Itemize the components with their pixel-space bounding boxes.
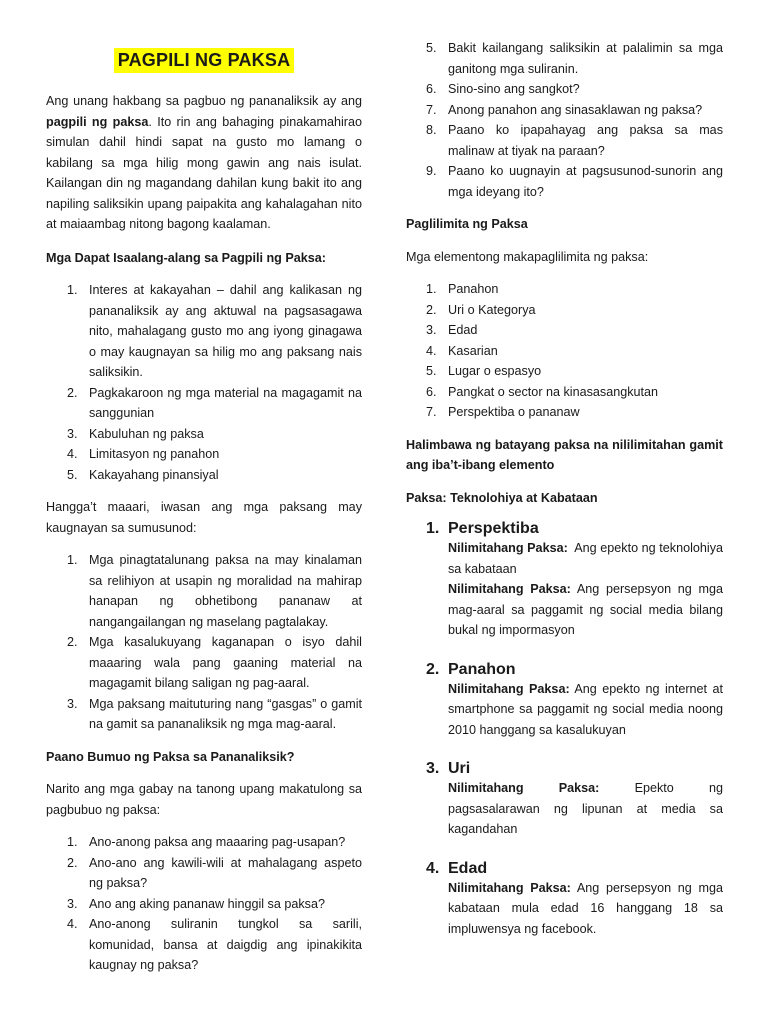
list-item: 4. Limitasyon ng panahon bbox=[67, 447, 220, 461]
example-item-perspektiba: 1. Perspektiba Nilimitahang Paksa: Ang epekto ng teknolohiya sa kabataan Nilimitahang Paksa: Ang persepsyon ng mga mag-aaral sa paggamit ng social media bilang bukal ng impormasyon bbox=[406, 520, 723, 641]
example-title: Perspektiba bbox=[448, 520, 539, 537]
list-item: 2. Ano-ano ang kawili-wili at mahalagang aspeto ng paksa? bbox=[67, 855, 362, 890]
list-item: 5. Bakit kailangang saliksikin at palalimin sa mga ganitong mga suliranin. bbox=[426, 41, 723, 76]
example-entry: Nilimitahang Paksa: Ang persepsyon ng mga mag-aaral sa paggamit ng social media bilang bukal ng impormasyon bbox=[448, 582, 723, 637]
list-item: 2. Uri o Kategorya bbox=[426, 302, 536, 317]
example-entry: Nilimitahang Paksa: Ang persepsyon ng mga kabataan mula edad 16 hanggang 18 sa impluwensya ng facebook. bbox=[448, 880, 723, 936]
example-entry: Nilimitahang Paksa: Ang epekto ng teknolohiya sa kabataan bbox=[448, 541, 723, 576]
list-item: 1. Panahon bbox=[426, 282, 499, 296]
list-item: 8. Paano ko ipapahayag ang paksa sa mas malinaw at tiyak na paraan? bbox=[426, 123, 723, 158]
list-item: 6. Sino-sino ang sangkot? bbox=[426, 82, 580, 96]
list-item: 4. Ano-anong suliranin tungkol sa sarili, komunidad, bansa at daigdig ang ipinakikita kaugnay ng paksa? bbox=[67, 917, 362, 972]
list-item: 2. Pagkakaroon ng mga material na magagamit na sanggunian bbox=[67, 385, 362, 420]
example-item-uri: 3. Uri Nilimitahang Paksa: Epekto ng pagsasalarawan ng lipunan at media sa kagandahan bbox=[406, 760, 723, 840]
topic-heading: Paksa: Teknolohiya at Kabataan bbox=[406, 490, 598, 505]
intro-pre: Ang unang hakbang sa pagbuo ng pananaliksik ay ang bbox=[46, 94, 362, 108]
considerations-list bbox=[46, 280, 362, 485]
list-item: 4. Kasarian bbox=[426, 343, 498, 358]
list-item: 3. Ano ang aking pananaw hinggil sa paksa? bbox=[67, 896, 325, 911]
list-item: 1. Interes at kakayahan – dahil ang kalikasan ng pananaliksik ay ang aktuwal na pagsasagawa nito, mahalagang gusto mo ang iyong ginagawa o may kaugnayan sa hilig mo ang paksang nais saliksikin. bbox=[67, 283, 362, 379]
elements-intro: Mga elementong makapaglilimita ng paksa: bbox=[406, 249, 649, 264]
example-title: Edad bbox=[448, 859, 488, 877]
left-column bbox=[46, 0, 362, 976]
list-item: 9. Paano ko uugnayin at pagsusunod-sunorin ang mga ideyang ito? bbox=[426, 164, 723, 199]
avoid-intro: Hangga’t maaari, iwasan ang mga paksang may kaugnayan sa sumusunod: bbox=[46, 500, 362, 535]
elements-list bbox=[406, 279, 723, 423]
title-wrap bbox=[46, 48, 362, 74]
intro-bold: pagpili ng paksa bbox=[46, 114, 149, 129]
list-item: 3. Edad bbox=[426, 323, 478, 337]
guide-questions-list-a bbox=[46, 832, 362, 976]
section4-heading: Paglilimita ng Paksa bbox=[406, 217, 528, 231]
page-title: PAGPILI NG PAKSA bbox=[114, 48, 295, 73]
guide-questions-list-b bbox=[406, 38, 723, 202]
list-item: 3. Mga paksang maituturing nang “gasgas” o gamit na gamit sa pananaliksik ng mga mag-aaral. bbox=[67, 696, 362, 731]
list-item: 3. Kabuluhan ng paksa bbox=[67, 426, 204, 441]
intro-paragraph bbox=[46, 91, 362, 235]
example-title: Panahon bbox=[448, 660, 516, 678]
example-title: Uri bbox=[448, 760, 471, 777]
list-item: 5. Kakayahang pinansiyal bbox=[67, 467, 219, 482]
right-column bbox=[406, 0, 723, 939]
example-item-edad: 4. Edad Nilimitahang Paksa: Ang persepsyon ng mga kabataan mula edad 16 hanggang 18 sa impluwensya ng facebook. bbox=[406, 860, 723, 940]
list-item: 1. Ano-anong paksa ang maaaring pag-usapan? bbox=[67, 835, 346, 849]
section3-heading: Paano Bumuo ng Paksa sa Pananaliksik? bbox=[46, 749, 295, 764]
list-item: 7. Perspektiba o pananaw bbox=[426, 405, 580, 419]
section5-heading: Halimbawa ng batayang paksa na nililimitahan gamit ang iba’t-ibang elemento bbox=[406, 437, 723, 472]
list-item: 6. Pangkat o sector na kinasasangkutan bbox=[426, 384, 659, 399]
list-item: 1. Mga pinagtatalunang paksa na may kinalaman sa relihiyon at usapin ng moralidad na mahirap hanapan ng obhetibong pananaw at nangangailangan ng maselang pagtalakay. bbox=[67, 553, 362, 629]
avoid-list bbox=[46, 550, 362, 735]
example-item-panahon: 2. Panahon Nilimitahang Paksa: Ang epekto ng internet at smartphone sa paggamit ng social media noong 2010 hanggang sa kasalukuyan bbox=[406, 661, 723, 741]
list-item: 5. Lugar o espasyo bbox=[426, 364, 542, 378]
example-entry: Nilimitahang Paksa: Epekto ng pagsasalarawan ng lipunan at media sa kagandahan bbox=[448, 781, 724, 836]
list-item: 7. Anong panahon ang sinasaklawan ng paksa? bbox=[426, 102, 703, 117]
list-item: 2. Mga kasalukuyang kaganapan o isyo dahil maaaring wala pang gaaning material na magagamit bilang saligan ng pag-aaral. bbox=[67, 635, 362, 690]
intro-post: . Ito rin ang bahaging pinakamahirao simulan dahil hindi sapat na gusto mo lamang o kabilang sa mga hilig mong gawin ang nais isulat. Kailangan din ng magandang dahilan kung bakit ito ang napiling saliksikin upang paipakita ang kahalagahan nito at maiaambag nitong bagong kaalaman. bbox=[46, 114, 362, 231]
section1-heading: Mga Dapat Isaalang-alang sa Pagpili ng Paksa: bbox=[46, 250, 326, 265]
guide-intro: Narito ang mga gabay na tanong upang makatulong sa pagbubuo ng paksa: bbox=[46, 782, 362, 817]
example-entry: Nilimitahang Paksa: Ang epekto ng internet at smartphone sa paggamit ng social media noong 2010 hanggang sa kasalukuyan bbox=[448, 681, 723, 737]
